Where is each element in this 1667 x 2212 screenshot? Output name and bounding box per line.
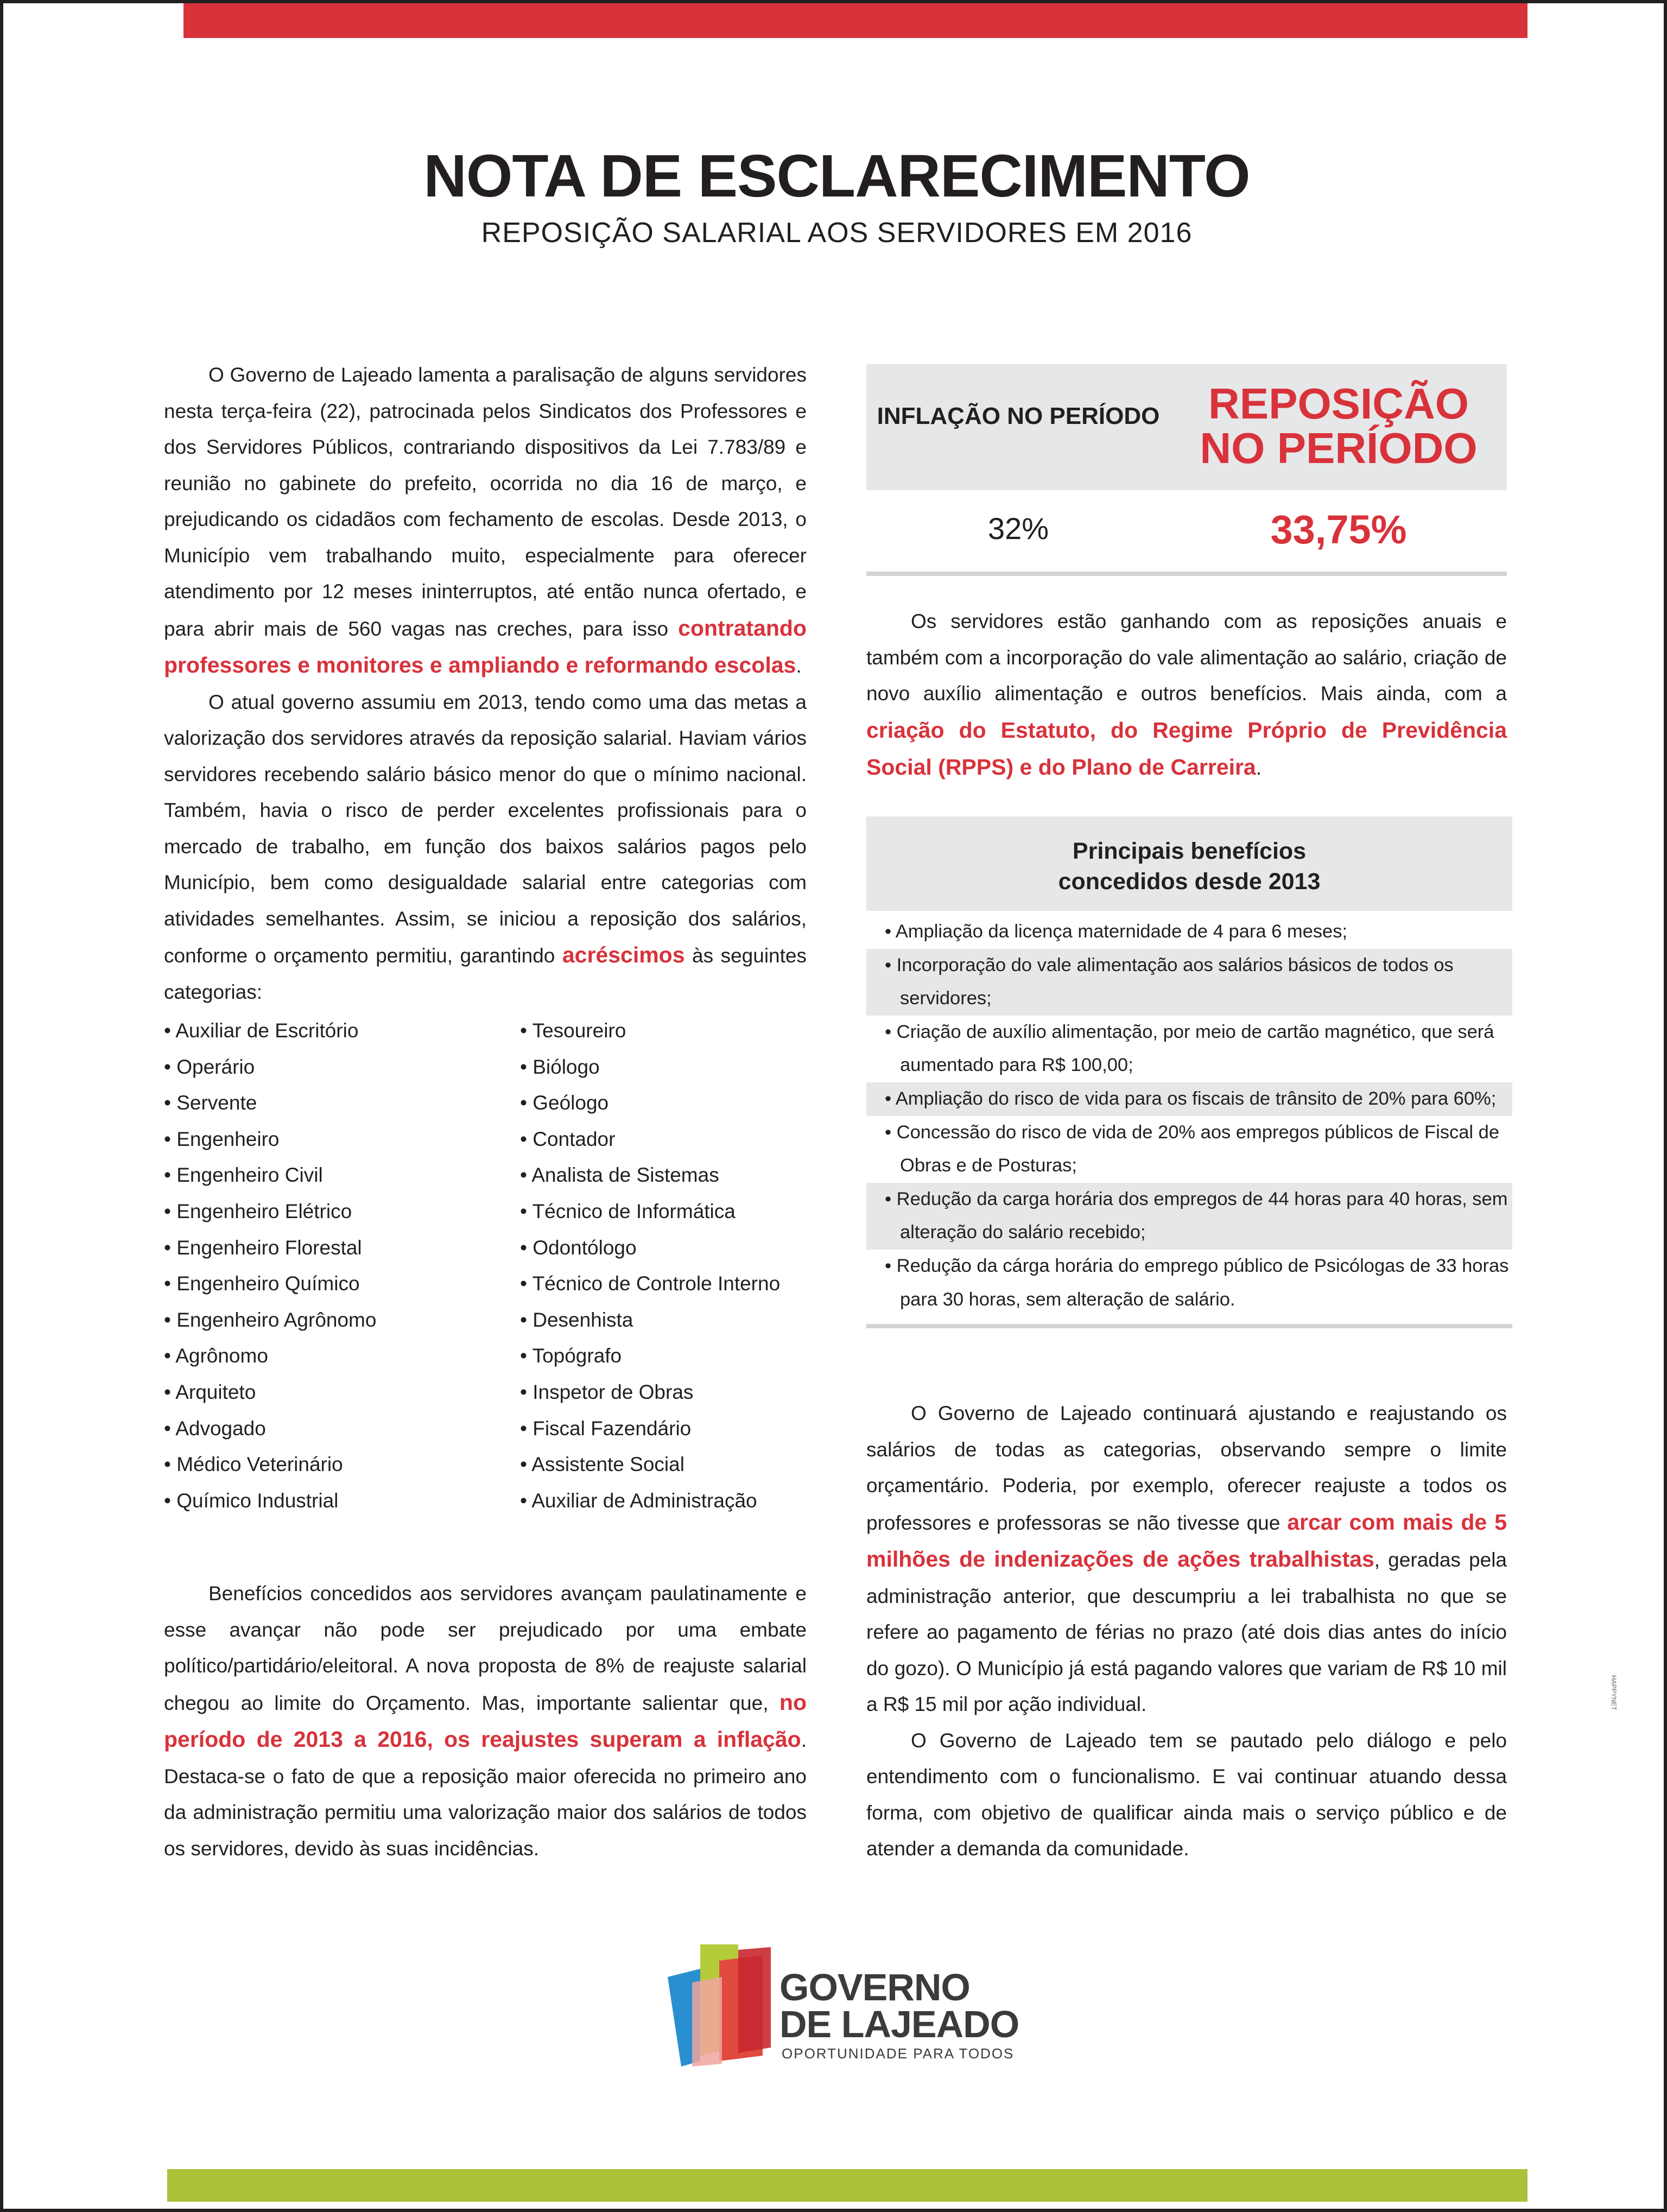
top-red-bar <box>183 3 1527 38</box>
divider <box>866 1324 1512 1328</box>
list-item: • Topógrafo <box>520 1345 622 1367</box>
inflation-value: 32% <box>987 511 1049 546</box>
right-column-bottom <box>866 1396 1507 1867</box>
list-item: • Operário <box>164 1055 255 1078</box>
list-item: • Engenheiro Agrônomo <box>164 1308 377 1331</box>
benefits-list <box>866 911 1512 1316</box>
list-item: • Concessão do risco de vida de 20% aos empregos públicos de Fiscal de Obras e de Posturas; <box>885 1121 1500 1176</box>
benefits-title-line-1: Principais benefícios <box>1072 838 1307 864</box>
list-item: • Geólogo <box>520 1092 609 1114</box>
categories-column-2 <box>520 1013 780 1519</box>
list-item: • Engenheiro Florestal <box>164 1236 362 1259</box>
list-item: • Técnico de Controle Interno <box>520 1272 781 1295</box>
list-item: • Advogado <box>164 1417 266 1440</box>
list-item: • Engenheiro Químico <box>164 1272 360 1295</box>
paragraph-benefits-advance: Benefícios concedidos aos servidores avançam paulatinamente e esse avançar não pode ser prejudicado por uma embate político/partidário/eleitoral. A nova proposta de 8% de reajuste salarial chegou ao limite do Orçamento. Mas, importante salientar que, no período de 2013 a 2016, os reajustes superam a inflação. Destaca-se o fato de que a reposição maior oferecida no primeiro ano da administração permitiu uma valorização maior dos salários de todos os servidores, devido às suas incidências. <box>164 1582 807 1860</box>
list-item: • Engenheiro Civil <box>164 1164 323 1187</box>
page-title: NOTA DE ESCLARECIMENTO <box>423 143 1250 210</box>
paragraph-dialogue: O Governo de Lajeado tem se pautado pelo diálogo e pelo entendimento com o funcionalismo. E vai continuar atuando dessa forma, com objetivo de qualificar ainda mais o serviço público e de atender a demanda da comunidade. <box>866 1729 1507 1860</box>
list-item: • Assistente Social <box>520 1453 684 1476</box>
list-item: • Médico Veterinário <box>164 1453 343 1476</box>
list-item: • Engenheiro <box>164 1127 280 1150</box>
highlight-text: arcar com mais de 5 milhões de indenizações de ações trabalhistas <box>866 1509 1507 1571</box>
bottom-green-bar <box>167 2169 1527 2202</box>
list-item: • Contador <box>520 1127 616 1150</box>
list-item: • Criação de auxílio alimentação, por meio de cartão magnético, que será aumentado para R$ 100,00; <box>885 1021 1494 1076</box>
benefits-header <box>866 816 1512 911</box>
divider <box>866 572 1507 576</box>
highlight-text: criação do Estatuto, do Regime Próprio de Previdência Social (RPPS) e do Plano de Carreira <box>866 717 1507 779</box>
highlight-text: no período de 2013 a 2016, os reajustes superam a inflação <box>164 1689 807 1752</box>
list-item: • Fiscal Fazendário <box>520 1417 692 1440</box>
benefits-title-line-2: concedidos desde 2013 <box>1058 869 1321 895</box>
inflation-header: INFLAÇÃO NO PERÍODO <box>877 403 1160 429</box>
benefits-box <box>866 816 1512 1328</box>
right-column-top <box>866 604 1507 787</box>
highlight-text: acréscimos <box>562 942 685 967</box>
categories-column-1 <box>164 1013 376 1519</box>
list-item: • Incorporação do vale alimentação aos salários básicos de todos os servidores; <box>866 949 1512 1016</box>
logo-mark-icon <box>668 1939 776 2069</box>
page-subtitle: REPOSIÇÃO SALARIAL AOS SERVIDORES EM 2016 <box>481 217 1193 249</box>
list-item: • Técnico de Informática <box>520 1200 736 1222</box>
list-item: • Analista de Sistemas <box>520 1164 719 1187</box>
paragraph-intro: O Governo de Lajeado lamenta a paralisação de alguns servidores nesta terça-feira (22), patrocinada pelos Sindicatos dos Professores e dos Servidores Públicos, contrariando dispositivos da Lei 7.783/89 e reunião no gabinete do prefeito, ocorrida no dia 16 de março, e prejudicando os cidadãos com fechamento de escolas. Desde 2013, o Município vem trabalhando muito, especialmente para oferecer atendimento por 12 meses ininterruptos, até então nunca ofertado, e para abrir mais de 560 vagas nas creches, para isso contratando professores e monitores e ampliando e reformando escolas. <box>164 364 807 677</box>
logo-text-line-1: GOVERNO <box>779 1966 970 2008</box>
list-item: • Arquiteto <box>164 1380 256 1403</box>
list-item: • Odontólogo <box>520 1236 637 1259</box>
list-item: • Desenhista <box>520 1308 633 1331</box>
list-item: • Engenheiro Elétrico <box>164 1200 352 1222</box>
paragraph-goals: O atual governo assumiu em 2013, tendo como uma das metas a valorização dos servidores através da reposição salarial. Haviam vários servidores recebendo salário básico menor do que o mínimo nacional. Também, havia o risco de perder excelentes profissionais para o mercado de trabalho, em função dos baixos salários pagos pelo Município, bem como desigualdade salarial entre categorias com atividades semelhantes. Assim, se iniciou a reposição dos salários, conforme o orçamento permitiu, garantindo acréscimos às seguintes categorias: <box>164 690 807 1003</box>
left-bottom-column <box>164 1576 807 1867</box>
left-column <box>164 357 807 1010</box>
list-item: • Tesoureiro <box>520 1019 626 1042</box>
list-item: • Redução da carga horária dos empregos de 44 horas para 40 horas, sem alteração do salário recebido; <box>866 1183 1512 1250</box>
paragraph-servers-gaining: Os servidores estão ganhando com as reposições anuais e também com a incorporação do vale alimentação ao salário, criação de novo auxílio alimentação e outros benefícios. Mais ainda, com a criação do Estatuto, do Regime Próprio de Previdência Social (RPPS) e do Plano de Carreira. <box>866 610 1507 779</box>
inflation-comparison-table <box>866 364 1507 575</box>
list-item: • Auxiliar de Administração <box>520 1489 757 1512</box>
credit-text: HAPPYNET <box>1610 1675 1618 1710</box>
logo-text-line-2: DE LAJEADO <box>779 2003 1019 2045</box>
list-item: • Ampliação da licença maternidade de 4 para 6 meses; <box>885 921 1348 942</box>
list-item: • Agrônomo <box>164 1345 268 1367</box>
replacement-header: REPOSIÇÃO NO PERÍODO <box>1200 379 1478 472</box>
list-item: • Auxiliar de Escritório <box>164 1019 359 1042</box>
list-item: • Químico Industrial <box>164 1489 339 1512</box>
list-item: • Biólogo <box>520 1055 600 1078</box>
replacement-value: 33,75% <box>1270 507 1407 552</box>
highlight-text: contratando professores e monitores e ampliando e reformando escolas <box>164 615 807 677</box>
governo-de-lajeado-logo <box>668 1939 1019 2062</box>
list-item: • Redução da cárga horária do emprego público de Psicólogas de 33 horas para 30 horas, sem alteração de salário. <box>885 1255 1509 1310</box>
logo-tagline: OPORTUNIDADE PARA TODOS <box>782 2045 1015 2062</box>
paragraph-continue-adjusting: O Governo de Lajeado continuará ajustando e reajustando os salários de todas as categorias, observando sempre o limite orçamentário. Poderia, por exemplo, oferecer reajuste a todos os professores e professoras se não tivesse que arcar com mais de 5 milhões de indenizações de ações trabalhistas, geradas pela administração anterior, que descumpriu a lei trabalhista no que se refere ao pagamento de férias no prazo (até dois dias antes do início do gozo). O Município já está pagando valores que variam de R$ 10 mil a R$ 15 mil por ação individual. <box>866 1402 1507 1715</box>
list-item: • Servente <box>164 1092 257 1114</box>
list-item: • Ampliação do risco de vida para os fiscais de trânsito de 20% para 60%; <box>866 1082 1512 1116</box>
list-item: • Inspetor de Obras <box>520 1380 694 1403</box>
